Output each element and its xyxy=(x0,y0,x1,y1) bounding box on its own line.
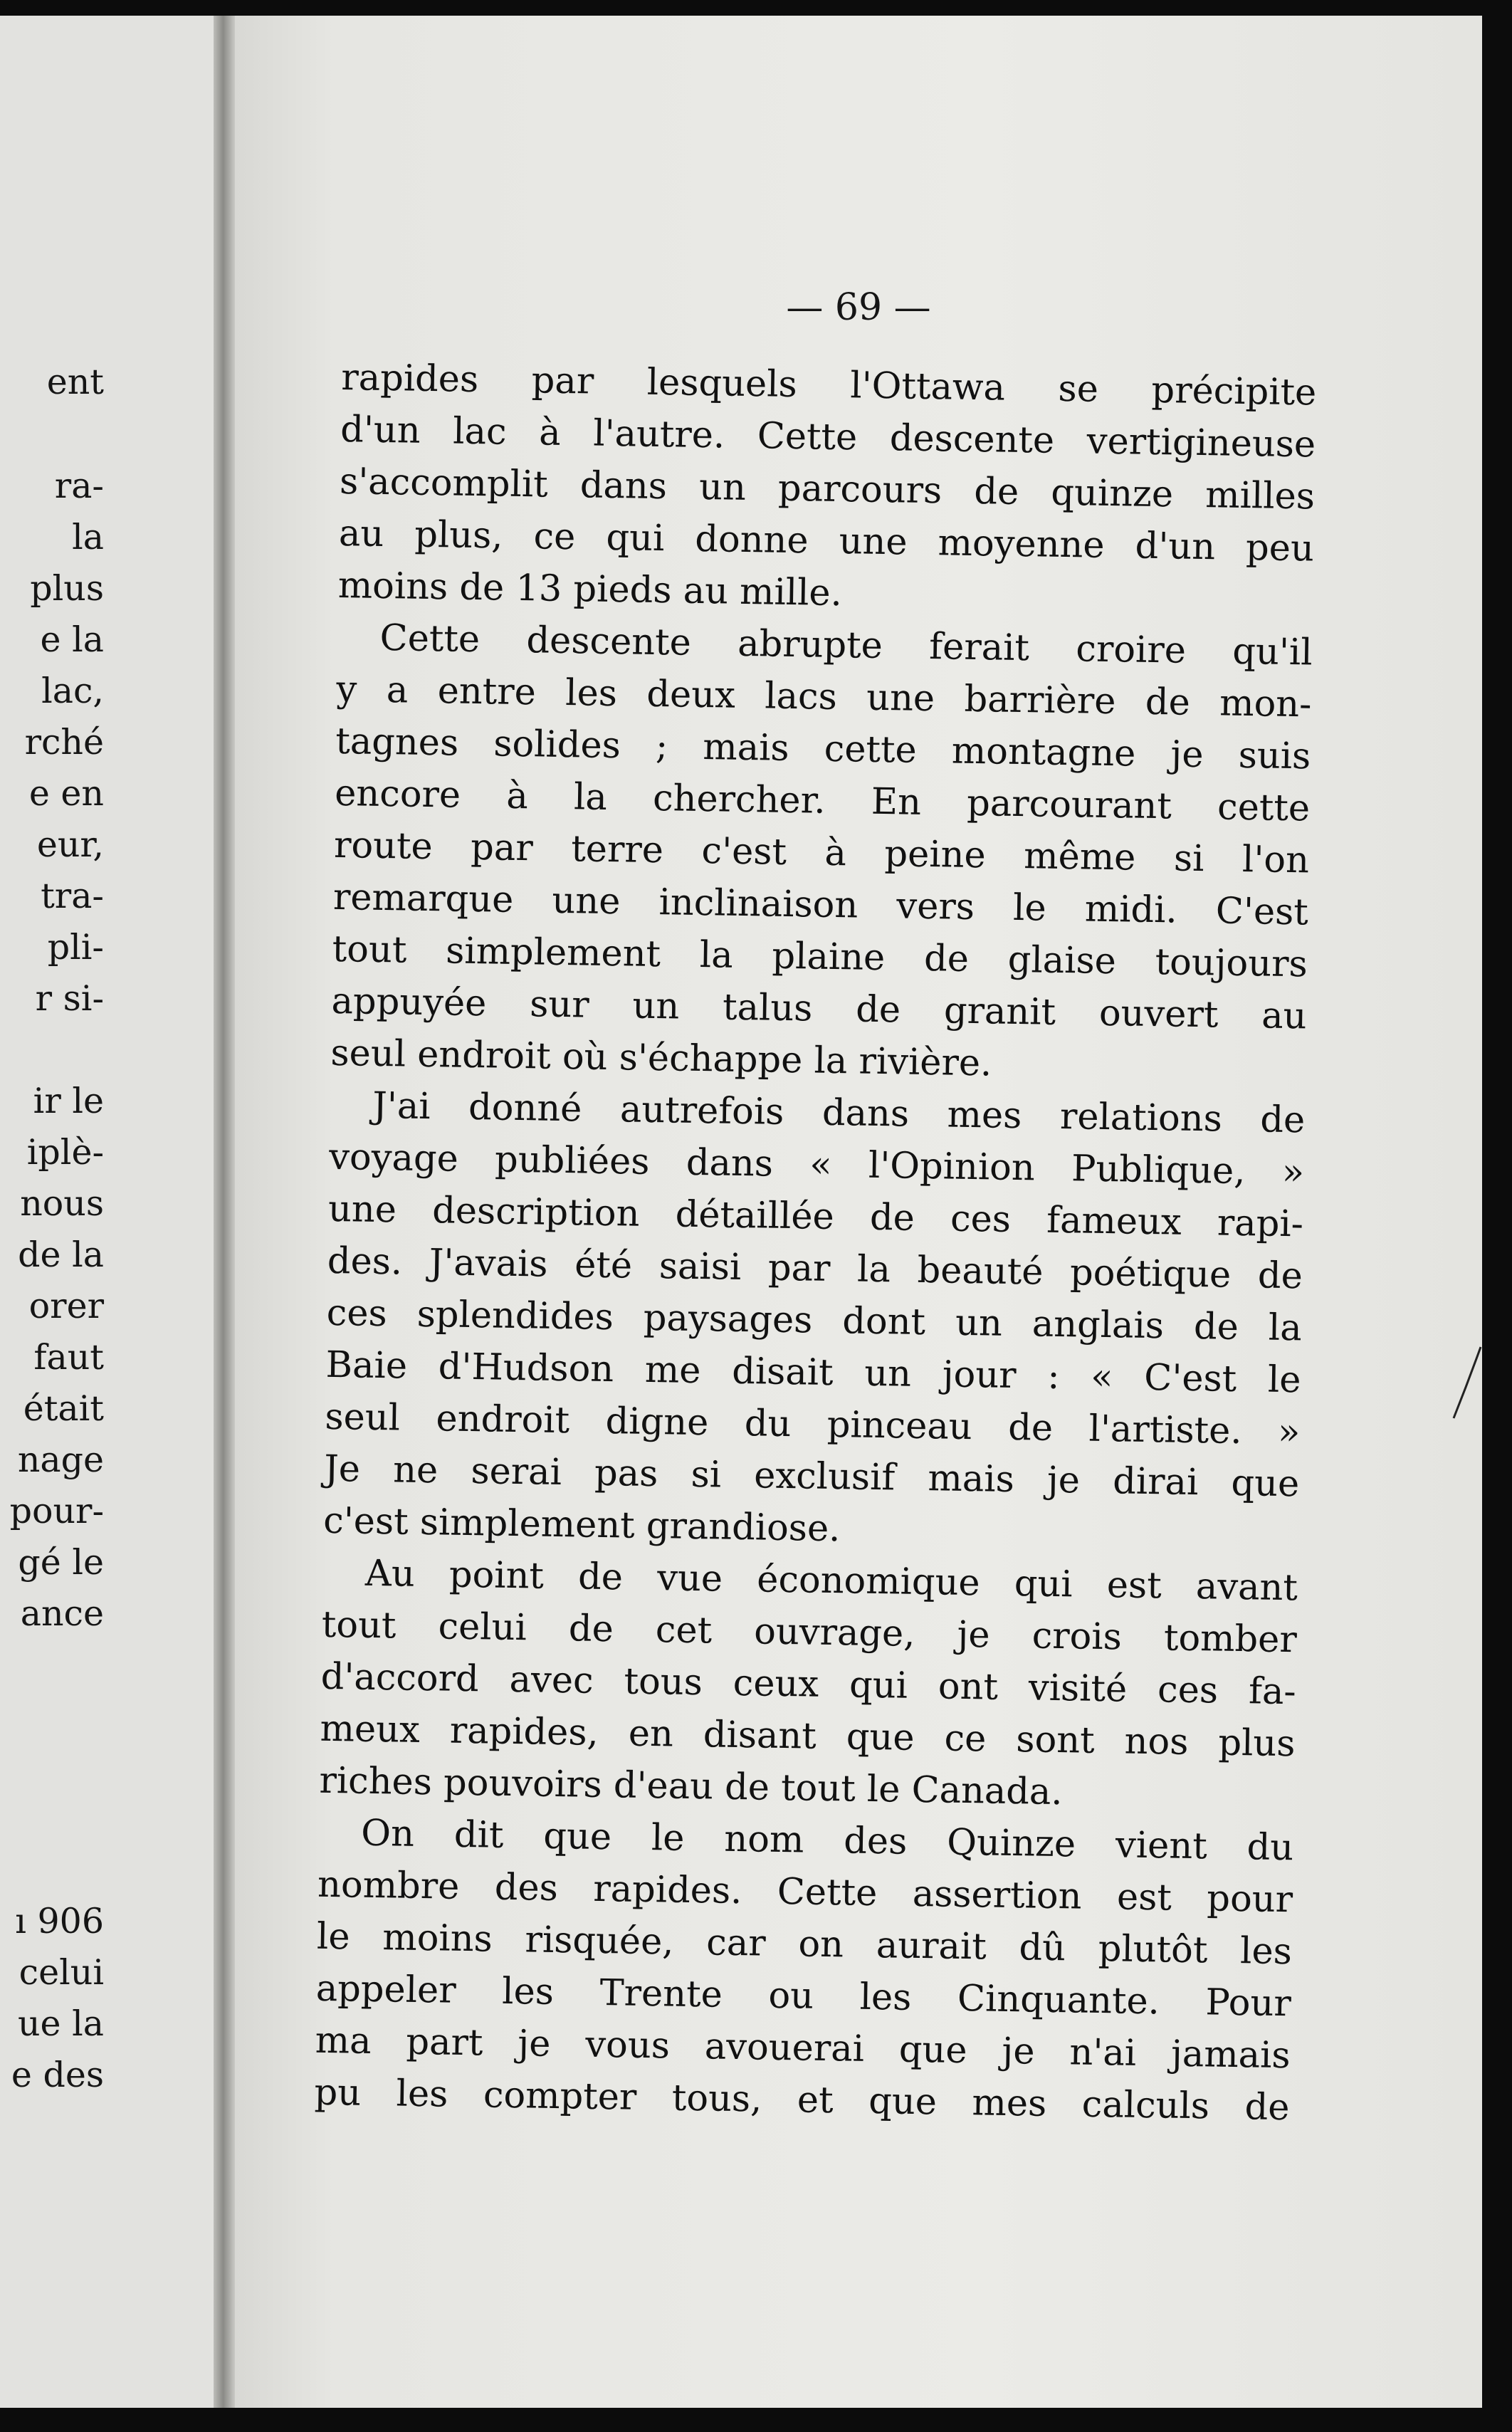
left-line-fragment: orer xyxy=(28,1286,104,1326)
left-line-fragment: tra- xyxy=(41,876,104,916)
left-line-fragment: de la xyxy=(18,1235,104,1275)
text-line: le moins risquée, car on aurait dû plutôt les xyxy=(316,1915,1293,1974)
left-page xyxy=(0,16,214,2408)
left-line-fragment: nous xyxy=(20,1183,104,1224)
text-line: des. J'avais été saisi par la beauté poétique de xyxy=(327,1239,1303,1298)
text-line: appuyée sur un talus de granit ouvert au xyxy=(331,980,1307,1038)
text-line: ces splendides paysages dont un anglais de la xyxy=(326,1291,1303,1350)
left-line-fragment: iplè- xyxy=(26,1132,104,1173)
left-line-fragment: pour- xyxy=(9,1491,104,1531)
text-line: d'un lac à l'autre. Cette descente vertigineuse xyxy=(340,408,1316,466)
text-line: encore à la chercher. En parcourant cette xyxy=(334,772,1311,830)
text-line: tout celui de cet ouvrage, je crois tomber xyxy=(321,1603,1298,1662)
left-line-fragment: e des xyxy=(11,2055,104,2095)
text-line: s'accomplit dans un parcours de quinze milles xyxy=(339,460,1316,518)
book-gutter xyxy=(214,16,235,2408)
text-line: nombre des rapides. Cette assertion est pour xyxy=(317,1863,1293,1922)
left-line-fragment: r si- xyxy=(35,978,104,1019)
text-line: d'accord avec tous ceux qui ont visité ces fa- xyxy=(320,1655,1297,1714)
text-line: route par terre c'est à peine même si l'on xyxy=(333,824,1310,882)
text-line: ma part je vous avouerai que je n'ai jamais xyxy=(315,2019,1291,2077)
text-line: pu les compter tous, et que mes calculs de xyxy=(314,2071,1290,2129)
left-line-fragment: rché xyxy=(24,722,104,762)
left-line-fragment: gé le xyxy=(18,1542,104,1583)
right-page xyxy=(235,16,1482,2408)
text-line: une description détaillée de ces fameux rapi- xyxy=(327,1188,1304,1246)
left-line-fragment: était xyxy=(23,1388,104,1429)
text-line: J'ai donné autrefois dans mes relations de xyxy=(372,1084,1306,1142)
text-line: tagnes solides ; mais cette montagne je suis xyxy=(335,720,1311,778)
text-line: meux rapides, en disant que ce sont nos plus xyxy=(320,1707,1296,1766)
left-line-fragment: ı 906 xyxy=(15,1901,104,1941)
text-line: c'est simplement grandiose. xyxy=(322,1499,841,1551)
text-line: Baie d'Hudson me disait un jour : « C'est le xyxy=(325,1343,1301,1402)
left-line-fragment: ent xyxy=(46,362,104,402)
left-line-fragment: pli- xyxy=(47,927,104,968)
body-text xyxy=(314,352,1317,2134)
text-line: remarque une inclinaison vers le midi. C'est xyxy=(332,876,1309,934)
left-line-fragment: eur, xyxy=(36,824,104,865)
left-line-fragment: la xyxy=(72,517,104,557)
text-line: tout simplement la plaine de glaise toujours xyxy=(332,928,1308,986)
left-line-fragment: lac, xyxy=(41,671,104,711)
text-line: y a entre les deux lacs une barrière de mon- xyxy=(336,668,1312,726)
page-edge-mark xyxy=(1439,1340,1482,1425)
left-line-fragment: ir le xyxy=(33,1081,104,1121)
text-line: rapides par lesquels l'Ottawa se précipite xyxy=(340,356,1317,414)
left-line-fragment: ue la xyxy=(17,2003,104,2044)
text-line: Cette descente abrupte ferait croire qu'il xyxy=(379,617,1313,674)
text-line: seul endroit où s'échappe la rivière. xyxy=(330,1032,992,1085)
text-line: au plus, ce qui donne une moyenne d'un peu xyxy=(338,512,1315,570)
text-line: Au point de vue économique qui est avant xyxy=(364,1552,1298,1610)
left-line-fragment: e la xyxy=(40,619,104,660)
text-line: voyage publiées dans « l'Opinion Publique, » xyxy=(328,1136,1305,1194)
left-line-fragment: nage xyxy=(17,1440,104,1480)
page-number: — 69 — xyxy=(786,286,931,329)
left-line-fragment: faut xyxy=(33,1337,104,1378)
left-line-fragment: e en xyxy=(28,773,104,814)
text-line: moins de 13 pieds au mille. xyxy=(337,564,843,615)
left-line-fragment: celui xyxy=(19,1952,104,1993)
text-line: appeler les Trente ou les Cinquante. Pour xyxy=(315,1967,1292,2025)
left-line-fragment: ance xyxy=(20,1593,104,1634)
text-line: seul endroit digne du pinceau de l'artiste. » xyxy=(325,1395,1301,1454)
text-line: riches pouvoirs d'eau de tout le Canada. xyxy=(319,1759,1064,1814)
text-line: Je ne serai pas si exclusif mais je dirai que xyxy=(323,1447,1300,1506)
text-line: On dit que le nom des Quinze vient du xyxy=(360,1812,1294,1870)
left-line-fragment: plus xyxy=(30,568,104,609)
left-line-fragment: ra- xyxy=(54,466,104,506)
